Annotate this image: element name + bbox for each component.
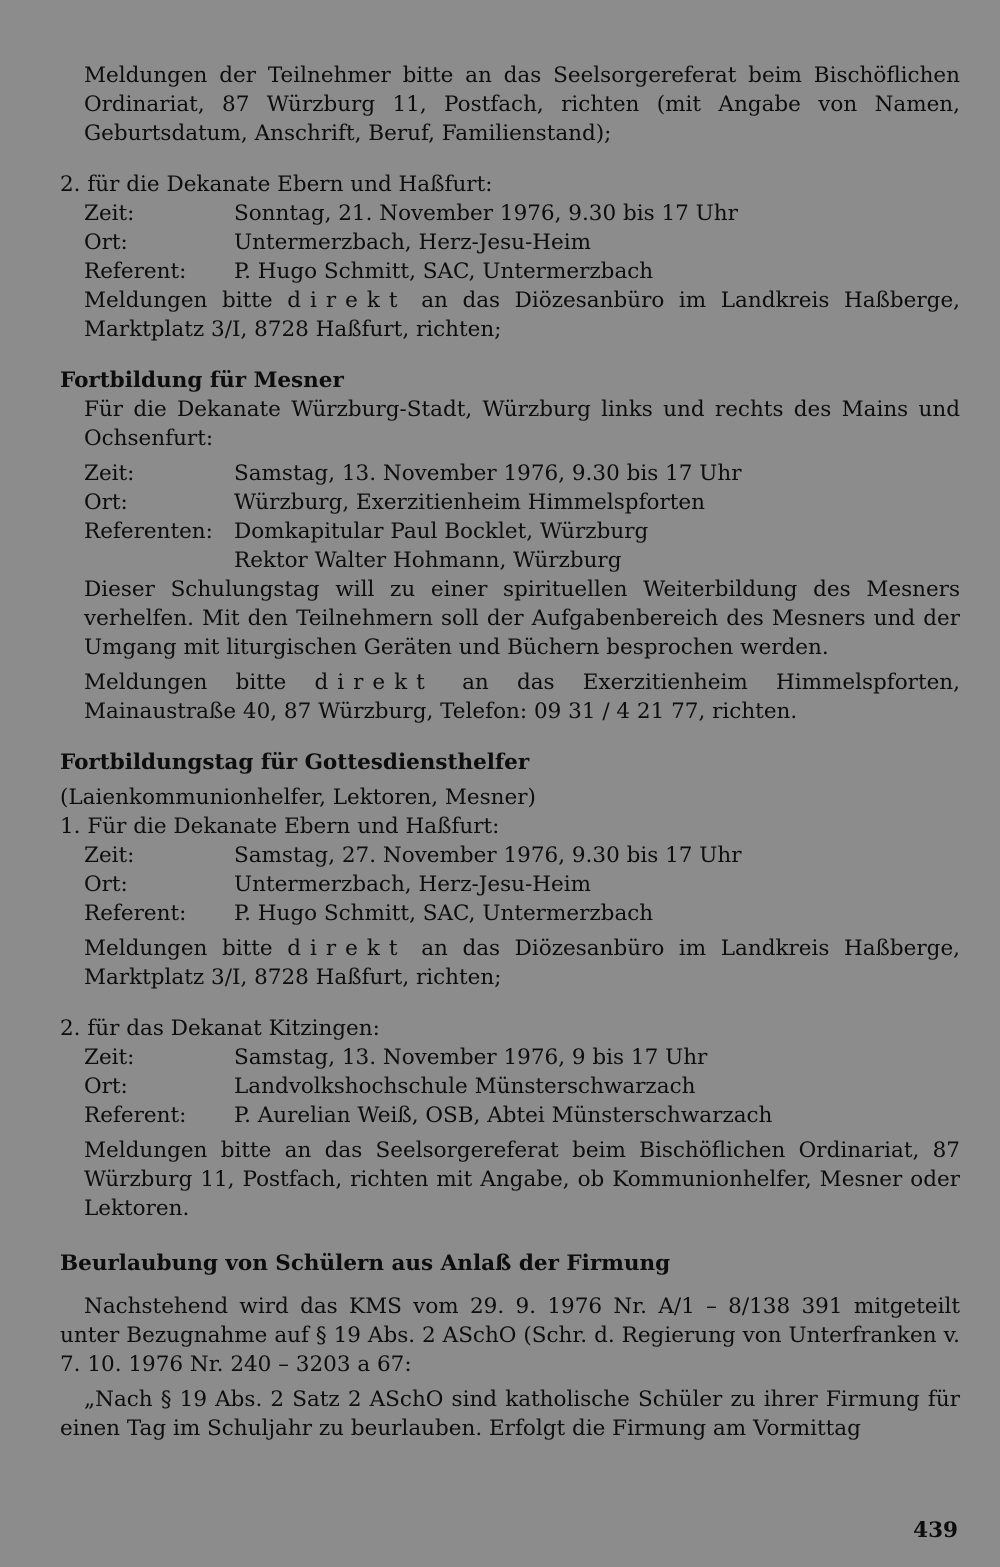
note-emphasis: direkt [287, 936, 407, 961]
detail-label: Ort: [84, 1074, 128, 1099]
detail-label: Zeit: [84, 843, 135, 868]
section-heading-mesner: Fortbildung für Mesner [60, 368, 344, 393]
detail-label: Referenten: [84, 519, 213, 544]
note-prefix: Meldungen bitte [84, 670, 287, 695]
detail-value: Rektor Walter Hohmann, Würzburg [234, 548, 622, 573]
section-heading-firmung: Beurlaubung von Schülern aus Anlaß der Firmung [60, 1251, 671, 1276]
section1-item2-title: 2. für die Dekanate Ebern und Haßfurt: [60, 172, 493, 197]
detail-label: Referent: [84, 901, 187, 926]
registration-note [60, 934, 960, 992]
page-number: 439 [913, 1518, 958, 1543]
detail-label: Ort: [84, 872, 128, 897]
detail-row-zeit [60, 1043, 960, 1072]
detail-value: Samstag, 13. November 1976, 9 bis 17 Uhr [234, 1045, 708, 1070]
firmung-quote: „Nach § 19 Abs. 2 Satz 2 ASchO sind katholische Schüler zu ihrer Firmung für einen Tag im Schuljahr zu beurlauben. Erfolgt die Firmung am Vormittag [60, 1387, 960, 1441]
gottesdienst-item2-title: 2. für das Dekanat Kitzingen: [60, 1016, 380, 1041]
registration-note [60, 286, 960, 344]
mesner-intro: Für die Dekanate Würzburg-Stadt, Würzburg links und rechts des Mains und Ochsenfurt: [84, 397, 960, 451]
detail-value: P. Hugo Schmitt, SAC, Untermerzbach [234, 901, 654, 926]
detail-value: Sonntag, 21. November 1976, 9.30 bis 17 Uhr [234, 201, 738, 226]
registration-note [60, 668, 960, 726]
section1-item2-details [60, 199, 960, 286]
section-heading-gottesdiensthelfer: Fortbildungstag für Gottesdiensthelfer [60, 750, 530, 775]
detail-row-zeit [60, 199, 960, 228]
document-page [60, 61, 960, 1443]
detail-row-ort [60, 1072, 960, 1101]
detail-value: Domkapitular Paul Bocklet, Würzburg [234, 519, 649, 544]
detail-label: Ort: [84, 490, 128, 515]
detail-label: Zeit: [84, 201, 135, 226]
detail-label: Ort: [84, 230, 128, 255]
gottesdienst-item2-details [60, 1043, 960, 1130]
mesner-details [60, 459, 960, 575]
detail-label [84, 546, 234, 575]
note-prefix: Meldungen bitte [84, 936, 273, 961]
detail-value: Untermerzbach, Herz-Jesu-Heim [234, 230, 592, 255]
detail-value: P. Hugo Schmitt, SAC, Untermerzbach [234, 259, 654, 284]
detail-value: Würzburg, Exerzitienheim Himmelspforten [234, 490, 705, 515]
detail-row-zeit [60, 841, 960, 870]
detail-value: P. Aurelian Weiß, OSB, Abtei Münsterschwarzach [234, 1103, 773, 1128]
mesner-description: Dieser Schulungstag will zu einer spirituellen Weiterbildung des Mesners verhelfen. Mit den Teilnehmern soll der Aufgabenbereich des Mesners und der Umgang mit liturgischen Geräten und Büchern besprochen werden. [84, 577, 960, 660]
note-emphasis: direkt [287, 288, 407, 313]
detail-value: Untermerzbach, Herz-Jesu-Heim [234, 872, 592, 897]
detail-value: Samstag, 13. November 1976, 9.30 bis 17 Uhr [234, 461, 742, 486]
detail-row-ort [60, 228, 960, 257]
gottesdienst-item1-title: 1. Für die Dekanate Ebern und Haßfurt: [60, 814, 500, 839]
detail-label: Zeit: [84, 461, 135, 486]
note-suffix: an das Diözesanbüro im Landkreis Haßberge, Marktplatz 3/I, 8728 Haßfurt, richten; [84, 288, 961, 342]
section-subheading: (Laienkommunionhelfer, Lektoren, Mesner) [60, 785, 536, 810]
note-prefix: Meldungen bitte [84, 288, 273, 313]
detail-row-referenten [60, 517, 960, 546]
note-suffix: an das Exerzitienheim Himmelspforten, Mainaustraße 40, 87 Würzburg, Telefon: 09 31 / 4 21 77, richten. [84, 670, 960, 724]
detail-row-referenten-cont [60, 546, 960, 575]
detail-row-ort [60, 870, 960, 899]
firmung-paragraph: Nachstehend wird das KMS vom 29. 9. 1976 Nr. A/1 – 8/138 391 mitgeteilt unter Bezugnahme auf § 19 Abs. 2 ASchO (Schr. d. Regierung von Unterfranken v. 7. 10. 1976 Nr. 240 – 3203 a 67: [60, 1294, 960, 1377]
detail-row-referent [60, 1101, 960, 1130]
detail-value: Landvolkshochschule Münsterschwarzach [234, 1074, 696, 1099]
detail-label: Referent: [84, 259, 187, 284]
gottesdienst-item1-details [60, 841, 960, 928]
detail-label: Zeit: [84, 1045, 135, 1070]
intro-paragraph: Meldungen der Teilnehmer bitte an das Seelsorgereferat beim Bischöflichen Ordinariat, 87 Würzburg 11, Postfach, richten (mit Angabe von Namen, Geburtsdatum, Anschrift, Beruf, Familienstand); [84, 63, 960, 146]
detail-value: Samstag, 27. November 1976, 9.30 bis 17 Uhr [234, 843, 742, 868]
detail-row-referent [60, 257, 960, 286]
note-emphasis: direkt [314, 670, 434, 695]
detail-label: Referent: [84, 1103, 187, 1128]
note-suffix: an das Diözesanbüro im Landkreis Haßberge, Marktplatz 3/I, 8728 Haßfurt, richten; [84, 936, 961, 990]
detail-row-zeit [60, 459, 960, 488]
detail-row-referent [60, 899, 960, 928]
detail-row-ort [60, 488, 960, 517]
registration-note: Meldungen bitte an das Seelsorgereferat beim Bischöflichen Ordinariat, 87 Würzburg 11, Postfach, richten mit Angabe, ob Kommunionhelfer, Mesner oder Lektoren. [84, 1138, 960, 1221]
